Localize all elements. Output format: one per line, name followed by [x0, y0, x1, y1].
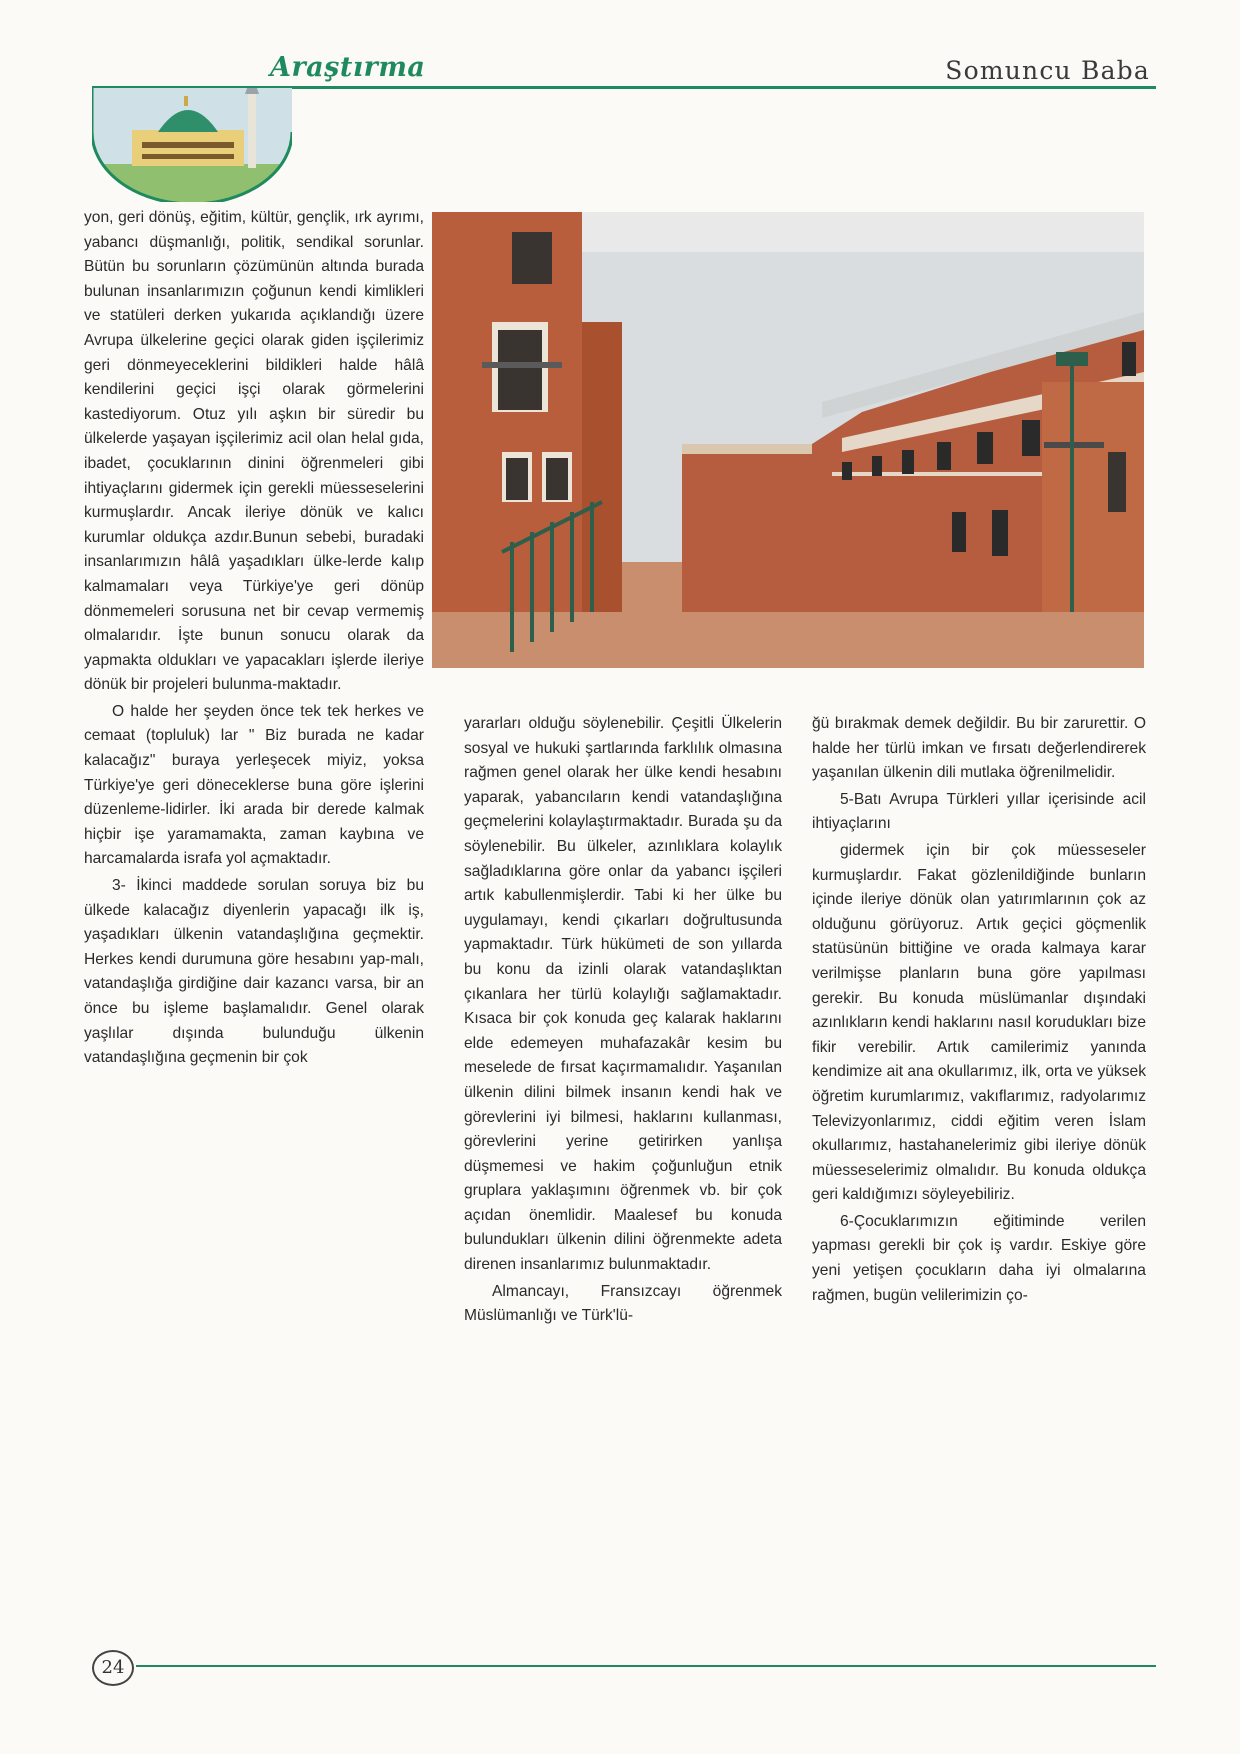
text-column-3: [812, 712, 1146, 1310]
brick-buildings-courtyard-photo: [432, 212, 1144, 668]
magazine-title: Somuncu Baba: [945, 56, 1150, 85]
mosque-emblem-icon: [92, 52, 292, 202]
paragraph: 6-Çocuklarımızın eğitiminde verilen yapması gerekli bir çok iş vardır. Eskiye göre yeni yetişen çocukların daha iyi olmalarına rağmen, bugün velilerimizin ço-: [812, 1212, 1146, 1304]
paragraph: 3- İkinci maddede sorulan soruya biz bu ülkede kalacağız diyenlerin yapacağı ilk iş, yaşadıkları ülkenin vatandaşlığına geçmektir. Herkes kendi durumuna göre hesabını yap-malı, vatandaşlığa girdiğine dair kazancı varsa, bir an önce bu işleme başlamalıdır. Genel olarak yaşlılar dışında bulunduğu ülkenin vatandaşlığına geçmenin bir çok: [84, 877, 424, 1067]
paragraph: 5-Batı Avrupa Türkleri yıllar içerisinde acil ihtiyaçlarını: [812, 790, 1146, 833]
paragraph: yararları olduğu söylenebilir. Çeşitli Ülkelerin sosyal ve hukuki şartlarında farklılık olmasına rağmen genel olarak her ülke kendi hesabını yaparak, yabancıların kendi vatandaşlığına geçmelerini kolaylaştırmaktadır. Burada şu da söylenebilir. Bu ülkeler, azınlıklara kolaylık sağladıklarına göre onlar da yabancı işçileri artık kabullenmişlerdir. Tabi ki her ülke bu uygulamayı, kendi çıkarları doğrultusunda yapmaktadır. Türk hükümeti de son yıllarda bu konu da izinli olarak vatandaşlıktan çıkanlara her türlü kolaylığı sağlamaktadır. Kısaca bir çok konuda geç kalarak haklarını elde edemeyen muhafazakâr kesim bu meselede de fırsat kaçırmamalıdır. Yaşanılan ülkenin dilini bilmek insanın kendi hak ve görevlerini iyi bilmesi, haklarını kullanması, görevlerini yerine getirirken yanlışa düşmemesi ve hakim çoğunluğun etnik gruplara yaklaşımını öğrenmek vb. bir çok açıdan önemlidir. Maalesef bu konuda bulundukları ülkenin dilini öğrenmekte adeta direnen insanlarımız bulunmaktadır.: [464, 715, 782, 1274]
section-label: Araştırma: [270, 52, 426, 83]
paragraph: O halde her şeyden önce tek tek herkes ve cemaat (topluluk) lar " Biz burada ne kadar kalacağız" buraya yerleşecek miyiz, yoksa Türkiye'ye geri döneceklerse buna göre işlerini düzenleme-lidirler. İki arada bir derede kalmak hiçbir işe yaramamakta, zaman kaybına ve harcamalarda israfa yol açmaktadır.: [84, 702, 424, 868]
text-column-1: [84, 206, 424, 1073]
paragraph: ğü bırakmak demek değildir. Bu bir zarurettir. O halde her türlü imkan ve fırsatı değerlendirerek yaşanılan ülkenin dili mutlaka öğrenilmelidir.: [812, 715, 1146, 782]
page-number: 24: [92, 1650, 134, 1686]
footer-rule: [136, 1665, 1156, 1667]
paragraph: yon, geri dönüş, eğitim, kültür, gençlik, ırk ayrımı, yabancı düşmanlığı, politik, sendikal sorunlar. Bütün bu sorunların çözümünün altında burada bulunan insanlarımızın çoğunun kendi kimlikleri ve statüleri derken yukarıda açıklandığı üzere Avrupa ülkelerine geçici olarak giden işçilerimiz geri dönmeyeceklerini bildikleri halde hâlâ kendilerini geçici işçi olarak görmelerini kastediyorum. Otuz yılı aşkın bir süredir bu ülkelerde yaşayan işçilerimiz acil olan helal gıda, ibadet, çocuklarının dinini öğrenmeleri gibi ihtiyaçlarını gidermek için gerekli müesseselerini kurmuşlardır. Ancak ileriye dönük ve kalıcı kurumlar oldukça azdır.Bunun sebebi, buradaki insanlarımızın hâlâ yaşadıkları ülke-lerde kalıp kalmamaları veya Türkiye'ye geri dönüp dönmemeleri sorusuna net bir cevap vermemiş olmalarıdır. İşte bunun sonucu olarak da yapmakta oldukları ve yapacakları işlerde ileriye dönük bir projeleri bulunma-maktadır.: [84, 209, 424, 694]
paragraph: Almancayı, Fransızcayı öğrenmek Müslümanlığı ve Türk'lü-: [464, 1282, 782, 1325]
text-column-2: [464, 712, 782, 1331]
paragraph: gidermek için bir çok müesseseler kurmuşlardır. Fakat gözlenildiğinde bunların içinde ileriye dönük olan yatırımlarının çok az olduğunu görüyoruz. Artık geçici göçmenlik statüsünün bittiğine ve orada kalmaya karar verilmişse planların buna göre yapılması gerekir. Bu konuda müslümanlar dışındaki azınlıkların kendi haklarını nasıl korudukları bize fikir verebilir. Artık camilerimiz yanında kendimize ait ana okullarımız, ilk, orta ve yüksek öğretim kurumlarımız, vakıflarımız, radyolarımız Televizyonlarımız, ciddi eğitim veren İslam okullarımız, hastahanelerimiz gibi ileriye dönük müesseselerimiz olmalıdır. Bu konuda oldukça geri kaldığımızı söyleyebiliriz.: [812, 841, 1146, 1204]
